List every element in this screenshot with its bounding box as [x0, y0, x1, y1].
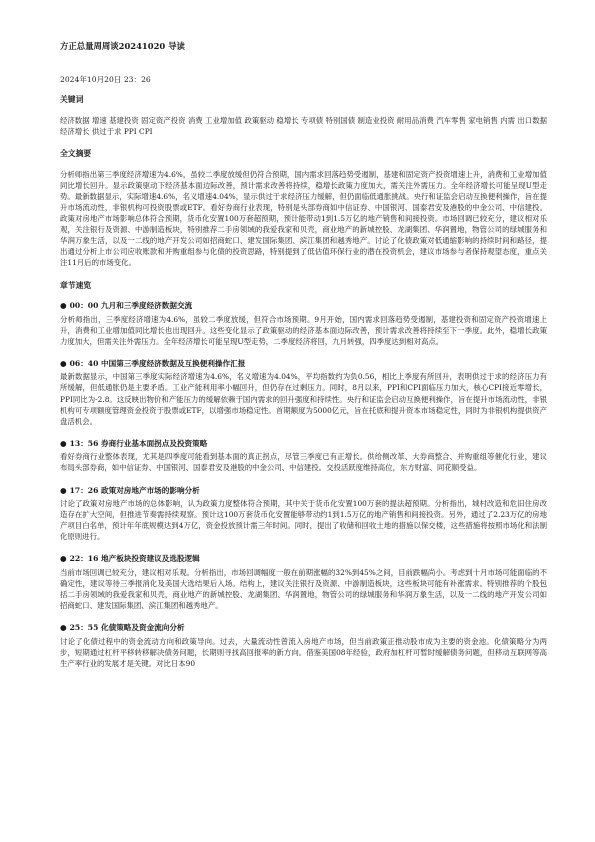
- chapter-title: 13：56 券商行业基本面拐点及投资策略: [69, 438, 208, 448]
- chapter-body: 最新数据显示，中国第三季度实际经济增速为4.6%，名义增速为4.04%，平均指数约为负0.56，相比上季度有所回升，表明供过于求的经济压力有所缓解，但低通胀仍是主要矛盾。工业产能利用率小幅回升，但仍存在过剩压力。同时，8月以来，PPI和CPI面临压力加大，核心CPI接近零增长，PPI同比为-2.8。这反映出物价和产能压力的缓解依赖于国内需求的回升强度和持续性。央行和证监会启动互换便利操作，旨在提升市场流动性，非银机构可专项额度管理资金投资于股票或ETF，以增强市场稳定性。首期额度为5000亿元，旨在托底和提升资本市场稳定性，同时为非银机构提供资产盘活机会。: [60, 372, 547, 426]
- bullet-dot-icon: ●: [60, 554, 67, 564]
- chapter-body: 看好券商行业整体表现，尤其是四季度可能看到基本面的真正拐点，尽管三季度已有正增长。供给侧改革、大券商整合、并购重组等催化行业，建议布局头部券商，如中信证券、中国银河、国泰君安及港股的中金公司、中信建投。交投活跃度维持高位，东方财富、同花顺受益。: [60, 452, 547, 473]
- chapter-item: [60, 485, 547, 543]
- chapter-title: 06：40 中国第三季度经济数据及互换便利操作汇报: [69, 358, 246, 368]
- chapter-body: 讨论了政策对房地产市场的总体影响，认为政策力度整体符合预期，其中关于货币化安置100万套的提法超预期。分析指出，城村改造和危旧住房改造存在扩大空间，但推进节奏需持续观察。预计这100万套货币化安置能够带动约1到1.5万亿的地产销售和间接投资。另外，通过了2.23万亿的房地产项目白名单，预计年年底规模达到4万亿，资金投放预计需三年时间。同时，提出了收储和回收土地的措施以保交楼，这些措施将按照市场化和法制化原则进行。: [60, 498, 547, 542]
- chapter-item: [60, 622, 547, 669]
- summary-heading: 全文摘要: [60, 148, 92, 158]
- chapter-body: 讨论了化债过程中的资金流动方向和政策导向。过去，大量流动性曾流入房地产市场，但当前政策正推动股市成为主要的资金池。化债策略分为两步，短期通过杠杆平移转移解决债务问题，长期则寻找高回报率的新方向。借鉴美国08年经验，政府加杠杆可暂时缓解债务问题，但移动互联网等高生产率行业的发展才是关键。对比日本90: [60, 636, 547, 668]
- publish-datetime: 2024年10月20日 23：26: [60, 74, 151, 84]
- chapter-title: 22：16 地产板块投资建议及选股逻辑: [69, 554, 200, 564]
- chapter-title: 00：00 九月和三季度经济数据交流: [69, 301, 193, 311]
- chapter-body: 当前市场回调已较充分，建议相对乐观。分析指出，市场回调幅度一般在前期涨幅的32%到45%之间，目前跌幅尚小。考虑到十月市场可能面临的不确定性，建议等待三季报消化及美国大选结果后入场。结构上，建议关注银行及资源、中游制造板块，这些板块可能有补涨需求。特别推荐的个股包括二手房领域的我爱我家和贝壳，商业地产的新城控股、龙湖集团、华润置地，物管公司的绿城服务和华润万象生活，以及一二线的地产开发公司如招商蛇口、建发国际集团、滨江集团和越秀地产。: [60, 567, 547, 611]
- keywords-heading: 关键词: [60, 95, 84, 104]
- chapter-item: [60, 553, 547, 611]
- keywords-text: 经济数据 增速 基建投资 固定资产投资 消费 工业增加值 政策驱动 稳增长 专项债 特别国债 制造业投资 耐用品消费 汽车零售 家电销售 内需 出口数据 经济增长 供过于求 PPI CPI: [60, 115, 547, 136]
- bullet-dot-icon: ●: [60, 485, 67, 495]
- chapters-heading: 章节速览: [60, 280, 92, 290]
- chapter-body: 分析师指出，三季度经济增速为4.6%，虽较二季度放缓，但符合市场预期。9月开始，国内需求回落趋势受遏制，基建投资和固定资产投资增速上升，消费和工业增加值同比增长也出现回升。这些变化显示了政策驱动的经济基本面边际改善，预计需求改善将持续至下一季度。此外，稳增长政策力度加大，但需关注外需压力。全年经济增长可能呈现U型走势，二季度经济将回，九月转强，四季度达到相对高点。: [60, 314, 547, 346]
- chapter-item: [60, 358, 547, 427]
- bullet-dot-icon: ●: [60, 358, 67, 368]
- bullet-dot-icon: ●: [60, 623, 67, 633]
- bullet-dot-icon: ●: [60, 438, 67, 448]
- chapter-title: 17：26 政策对房地产市场的影响分析: [69, 485, 200, 495]
- chapter-title: 25：55 化债策略及资金流向分析: [69, 623, 185, 633]
- chapter-item: [60, 300, 547, 347]
- summary-text: 分析师指出第三季度经济增速为4.6%，虽较二季度放缓但仍符合预期，国内需求回落趋势受遏制，基建和固定资产投资增速上升，消费和工业增加值同比增长回升。显示政策驱动下经济基本面边际改善，预计需求改善将持续，稳增长政策力度加大，需关注外需压力。全年经济增长可能呈现U型走势。最新数据显示，实际增速4.6%，名义增速4.04%，显示供过于求经济压力缓解，但仍面临低通胀挑战。央行和证监会启动互换便利操作，旨在提升市场流动性，非银机构可投资股票或ETF。看好券商行业表现，特别是头部券商如中信证券、中国银河、国泰君安及港股的中金公司、中信建投。政策对房地产市场影响总体符合预期，货币化安置100万套超预期，预计能带动1到1.5万亿的地产销售和间接投资。市场回调已较充分，建议相对乐观，关注银行及资源、中游制造板块，特别推荐二手房领域的我爱我家和贝壳，商业地产的新城控股、龙湖集团、华润置地，物管公司的绿城服务和华润万象生活，以及一二线的地产开发公司如招商蛇口、建发国际集团、滨江集团和越秀地产。讨论了化债政策对低通缩影响的持续时间和路径，提出通过分析上市公司应收账款和并购重组参与化债的投资思路，特别提到了低估值环保行业的潜在投资机会，建议市场参与者保持观望态度，重点关注11月后的市场变化。: [60, 169, 547, 268]
- chapter-item: [60, 438, 547, 474]
- bullet-dot-icon: ●: [60, 301, 67, 311]
- document-title: 方正总量周周谈20241020 导读: [60, 41, 185, 51]
